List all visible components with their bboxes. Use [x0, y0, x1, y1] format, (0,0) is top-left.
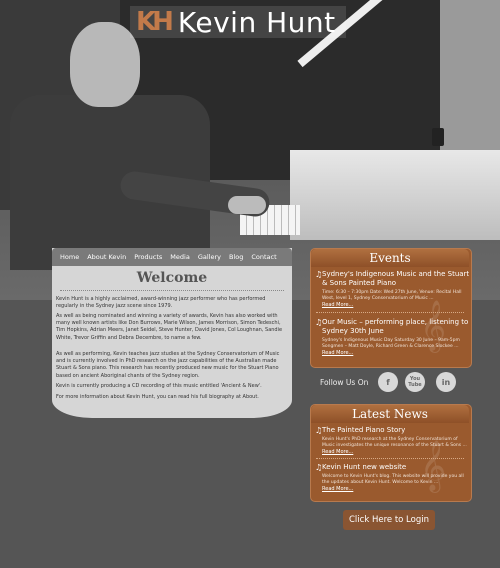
- follow-us-label: Follow Us On: [320, 378, 369, 387]
- event-summary: Time: 6:30 – 7:30pm Date: Wed 27th June, Venue: Recital Hall West, level 1, Sydney Conservatorium of Music ...: [322, 290, 462, 301]
- nav-item-media[interactable]: Media: [170, 253, 190, 261]
- news-summary: Welcome to Kevin Hunt's blog. This website will provide you all the updates about Kevin Hunt. Welcome to Kevin ...: [322, 474, 464, 485]
- nav-item-blog[interactable]: Blog: [228, 253, 244, 261]
- news-summary: Kevin Hunt's PhD research at the Sydney Conservatorium of Music investigates the unique resonance of the Stuart & Sons ...: [322, 437, 467, 448]
- hero-lamp: [432, 128, 444, 146]
- music-note-icon: ♫: [315, 426, 323, 435]
- welcome-heading: Welcome: [136, 270, 208, 286]
- site-title: Kevin Hunt: [177, 5, 336, 39]
- intro-paragraph: Kevin Hunt is a highly acclaimed, award-winning jazz performer who has performed regularly in the Sydney jazz scene since 1979.: [56, 296, 266, 310]
- event-title[interactable]: Our Music – performing place, listening to Sydney 30th June: [322, 318, 469, 335]
- welcome-divider: [60, 290, 284, 291]
- treble-clef-icon: 𝄞: [420, 440, 447, 491]
- news-separator: [316, 458, 464, 459]
- teaching-paragraph: As well as performing, Kevin teaches jazz studies at the Sydney Conservatorium of Music and is currently involved in PhD research on the jazz capabilities of the Australian made Stuart & Sons piano. This research has recently produced new music for the Stuart Piano based on ancient Aboriginal chants of the Sydney region.: [56, 351, 280, 379]
- event-title[interactable]: Sydney's Indigenous Music and the Stuart & Sons Painted Piano: [322, 270, 470, 287]
- more-info-paragraph: For more information about Kevin Hunt, you can read his full biography at About.: [56, 394, 259, 400]
- nav-item-home[interactable]: Home: [60, 253, 80, 261]
- event-read-more-link[interactable]: Read More...: [322, 350, 354, 356]
- logo-mark-icon: KH: [136, 7, 170, 37]
- piano-body: [290, 150, 500, 240]
- main-nav: [52, 248, 292, 266]
- nav-item-gallery[interactable]: Gallery: [197, 253, 221, 261]
- news-read-more-link[interactable]: Read More...: [322, 486, 354, 492]
- nav-item-about-kevin[interactable]: About Kevin: [87, 253, 127, 261]
- nav-item-contact[interactable]: Contact: [251, 253, 277, 261]
- event-separator: [316, 312, 464, 313]
- music-note-icon: ♫: [315, 318, 323, 327]
- nav-item-products[interactable]: Products: [134, 253, 163, 261]
- awards-paragraph: As well as being nominated and winning a variety of awards, Kevin has also worked with many well known artists like Don Burrows, Marie Wilson, James Morrison, Simon Tedeschi, Tim Hopkins, Adrian Meers, Janet Seidel, Steve Hunter, David Jones, Col Loughnan, Sandie White, Trevor Griffin and Debra Decembre, to name a few.: [56, 313, 283, 341]
- news-title: Latest News: [352, 407, 428, 421]
- event-read-more-link[interactable]: Read More...: [322, 302, 354, 308]
- news-read-more-link[interactable]: Read More...: [322, 449, 354, 455]
- events-title: Events: [369, 251, 411, 265]
- youtube-icon[interactable]: You Tube: [405, 372, 425, 392]
- event-summary: Sydney's Indigenous Music Day Saturday 30 June – 9am-5pm Songmen – Matt Doyle, Richard Green & Clarence Slockee ...: [322, 338, 460, 349]
- cd-paragraph: Kevin is currently producing a CD recording of this music entitled 'Ancient & New'.: [56, 383, 262, 389]
- news-title-link[interactable]: Kevin Hunt new website: [322, 463, 407, 471]
- treble-clef-icon: 𝄞: [420, 300, 447, 351]
- pianist-hand: [228, 196, 266, 214]
- facebook-icon[interactable]: f: [378, 372, 398, 392]
- music-note-icon: ♫: [315, 270, 323, 279]
- login-button[interactable]: Click Here to Login: [343, 510, 435, 530]
- music-note-icon: ♫: [315, 463, 323, 472]
- linkedin-icon[interactable]: in: [436, 372, 456, 392]
- news-title-link[interactable]: The Painted Piano Story: [322, 426, 406, 434]
- site-logo[interactable]: [130, 6, 346, 38]
